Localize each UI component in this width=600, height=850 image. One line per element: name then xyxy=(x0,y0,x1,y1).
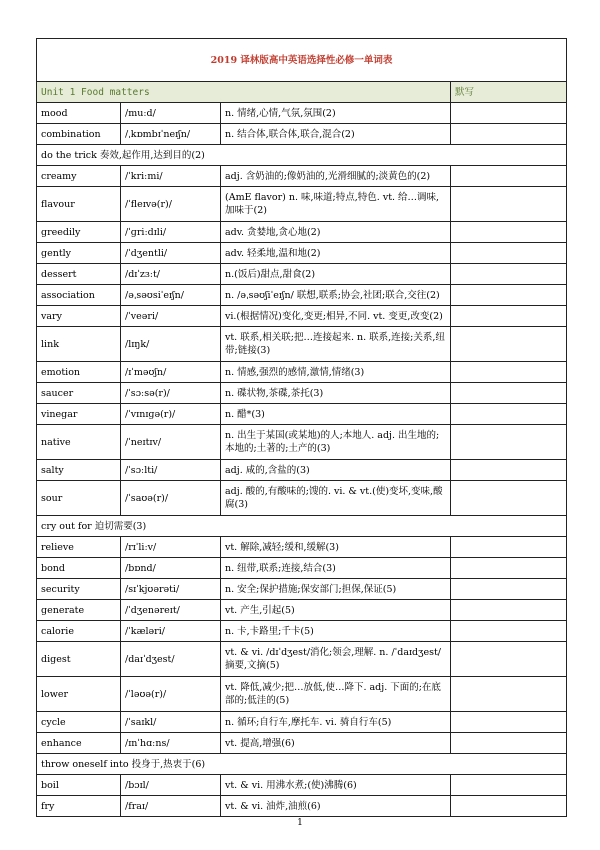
meaning-cell: n. 出生于某国(或某地)的人;本地人. adj. 出生地的;本地的;土著的;土产的(3) xyxy=(221,425,451,460)
word-row xyxy=(37,621,567,642)
pronunciation-cell: /ˈsɔːsə(r)/ xyxy=(121,383,221,404)
pronunciation-cell: /ɪnˈhɑːns/ xyxy=(121,733,221,754)
pronunciation-cell: /ˈkriːmi/ xyxy=(121,166,221,187)
unit-title: Unit 1 Food matters xyxy=(37,82,451,103)
phrase-text: do the trick 奏效,起作用,达到目的(2) xyxy=(37,145,567,166)
meaning-cell: n. 碟状物,茶碟,茶托(3) xyxy=(221,383,451,404)
word-row xyxy=(37,404,567,425)
pronunciation-cell: /ˈveəri/ xyxy=(121,306,221,327)
pronunciation-cell: /əˌsəʊsiˈeɪʃn/ xyxy=(121,285,221,306)
word-row xyxy=(37,481,567,516)
word-cell: mood xyxy=(37,103,121,124)
dictation-cell[interactable] xyxy=(451,460,567,481)
word-row xyxy=(37,677,567,712)
word-row xyxy=(37,264,567,285)
pronunciation-cell: /dɪˈzɜːt/ xyxy=(121,264,221,285)
word-cell: sour xyxy=(37,481,121,516)
word-cell: flavour xyxy=(37,187,121,222)
meaning-cell: adj. 酸的,有酸味的;馊的. vi. & vt.(使)变坏,变味,酸腐(3) xyxy=(221,481,451,516)
phrase-text: cry out for 迫切需要(3) xyxy=(37,516,567,537)
dictation-cell[interactable] xyxy=(451,579,567,600)
word-row xyxy=(37,362,567,383)
dictation-cell[interactable] xyxy=(451,166,567,187)
meaning-cell: n. 醋*(3) xyxy=(221,404,451,425)
meaning-cell: vt. & vi. 用沸水煮;(使)沸腾(6) xyxy=(221,775,451,796)
dictation-cell[interactable] xyxy=(451,222,567,243)
word-row xyxy=(37,222,567,243)
word-row xyxy=(37,243,567,264)
phrase-text: throw oneself into 投身于,热衷于(6) xyxy=(37,754,567,775)
title-row xyxy=(37,39,567,82)
meaning-cell: vi.(根据情况)变化,变更;相异,不同. vt. 变更,改变(2) xyxy=(221,306,451,327)
meaning-cell: adj. 咸的,含盐的(3) xyxy=(221,460,451,481)
dictation-cell[interactable] xyxy=(451,537,567,558)
dictation-cell[interactable] xyxy=(451,285,567,306)
word-row xyxy=(37,537,567,558)
word-cell: security xyxy=(37,579,121,600)
pronunciation-cell: /ˈneɪtɪv/ xyxy=(121,425,221,460)
word-cell: digest xyxy=(37,642,121,677)
word-cell: bond xyxy=(37,558,121,579)
word-row xyxy=(37,124,567,145)
dictation-cell[interactable] xyxy=(451,558,567,579)
word-cell: calorie xyxy=(37,621,121,642)
word-cell: fry xyxy=(37,796,121,817)
meaning-cell: n.(饭后)甜点,甜食(2) xyxy=(221,264,451,285)
word-cell: relieve xyxy=(37,537,121,558)
dictation-cell[interactable] xyxy=(451,733,567,754)
dictation-cell[interactable] xyxy=(451,124,567,145)
word-cell: cycle xyxy=(37,712,121,733)
word-cell: association xyxy=(37,285,121,306)
dictation-cell[interactable] xyxy=(451,362,567,383)
pronunciation-cell: /ˈdʒentli/ xyxy=(121,243,221,264)
word-cell: combination xyxy=(37,124,121,145)
meaning-cell: (AmE flavor) n. 味,味道;特点,特色. vt. 给…调味,加味于(2) xyxy=(221,187,451,222)
pronunciation-cell: /ˈɡriːdɪli/ xyxy=(121,222,221,243)
dictation-cell[interactable] xyxy=(451,712,567,733)
document-title: 2019 译林版高中英语选择性必修一单词表 xyxy=(37,39,567,82)
dictation-cell[interactable] xyxy=(451,264,567,285)
vocabulary-page xyxy=(36,38,566,817)
meaning-cell: vt. 降低,减少;把…放低,使…降下. adj. 下面的;在底部的;低洼的(5) xyxy=(221,677,451,712)
word-cell: generate xyxy=(37,600,121,621)
word-cell: dessert xyxy=(37,264,121,285)
meaning-cell: adj. 含奶油的;像奶油的,光滑细腻的;淡黄色的(2) xyxy=(221,166,451,187)
phrase-row xyxy=(37,145,567,166)
pronunciation-cell: /ˌkɒmbɪˈneɪʃn/ xyxy=(121,124,221,145)
word-cell: native xyxy=(37,425,121,460)
dictation-cell[interactable] xyxy=(451,306,567,327)
dictation-cell[interactable] xyxy=(451,621,567,642)
unit-header-row xyxy=(37,82,567,103)
dictation-cell[interactable] xyxy=(451,327,567,362)
pronunciation-cell: /daɪˈdʒest/ xyxy=(121,642,221,677)
word-cell: link xyxy=(37,327,121,362)
meaning-cell: n. 安全;保护措施;保安部门;担保,保证(5) xyxy=(221,579,451,600)
word-cell: emotion xyxy=(37,362,121,383)
word-row xyxy=(37,558,567,579)
dictation-cell[interactable] xyxy=(451,187,567,222)
dictation-cell[interactable] xyxy=(451,481,567,516)
dictation-cell[interactable] xyxy=(451,404,567,425)
dictation-cell[interactable] xyxy=(451,642,567,677)
word-cell: creamy xyxy=(37,166,121,187)
word-row xyxy=(37,460,567,481)
pronunciation-cell: /muːd/ xyxy=(121,103,221,124)
dictation-header: 默写 xyxy=(451,82,567,103)
meaning-cell: vt. 提高,增强(6) xyxy=(221,733,451,754)
word-row xyxy=(37,166,567,187)
pronunciation-cell: /ˈfleɪvə(r)/ xyxy=(121,187,221,222)
word-cell: vary xyxy=(37,306,121,327)
dictation-cell[interactable] xyxy=(451,425,567,460)
phrase-row xyxy=(37,754,567,775)
meaning-cell: vt. 产生,引起(5) xyxy=(221,600,451,621)
word-row xyxy=(37,775,567,796)
word-cell: saucer xyxy=(37,383,121,404)
word-cell: enhance xyxy=(37,733,121,754)
pronunciation-cell: /ɪˈməʊʃn/ xyxy=(121,362,221,383)
word-cell: salty xyxy=(37,460,121,481)
dictation-cell[interactable] xyxy=(451,103,567,124)
word-cell: lower xyxy=(37,677,121,712)
pronunciation-cell: /bɒnd/ xyxy=(121,558,221,579)
dictation-cell[interactable] xyxy=(451,600,567,621)
dictation-cell[interactable] xyxy=(451,775,567,796)
word-row xyxy=(37,579,567,600)
pronunciation-cell: /ˈsɔːlti/ xyxy=(121,460,221,481)
word-cell: vinegar xyxy=(37,404,121,425)
meaning-cell: vt. & vi. /dɪˈdʒest/消化;领会,理解. n. /ˈdaɪdʒest/摘要,文摘(5) xyxy=(221,642,451,677)
word-row xyxy=(37,733,567,754)
meaning-cell: n. 循环;自行车,摩托车. vi. 骑自行车(5) xyxy=(221,712,451,733)
dictation-cell[interactable] xyxy=(451,383,567,404)
meaning-cell: n. 情绪,心情,气氛,氛围(2) xyxy=(221,103,451,124)
word-row xyxy=(37,285,567,306)
meaning-cell: n. 情感,强烈的感情,激情,情绪(3) xyxy=(221,362,451,383)
pronunciation-cell: /rɪˈliːv/ xyxy=(121,537,221,558)
dictation-cell[interactable] xyxy=(451,243,567,264)
pronunciation-cell: /ˈdʒenəreɪt/ xyxy=(121,600,221,621)
pronunciation-cell: /ˈvɪnɪɡə(r)/ xyxy=(121,404,221,425)
dictation-cell[interactable] xyxy=(451,796,567,817)
pronunciation-cell: /ˈləʊə(r)/ xyxy=(121,677,221,712)
word-row xyxy=(37,327,567,362)
word-row xyxy=(37,796,567,817)
pronunciation-cell: /fraɪ/ xyxy=(121,796,221,817)
word-row xyxy=(37,642,567,677)
pronunciation-cell: /sɪˈkjʊərəti/ xyxy=(121,579,221,600)
word-row xyxy=(37,187,567,222)
meaning-cell: n. 卡,卡路里;千卡(5) xyxy=(221,621,451,642)
meaning-cell: n. /əˌsəʊʃiˈeɪʃn/ 联想,联系;协会,社团;联合,交往(2) xyxy=(221,285,451,306)
word-cell: gently xyxy=(37,243,121,264)
meaning-cell: vt. 解除,减轻;缓和,缓解(3) xyxy=(221,537,451,558)
pronunciation-cell: /bɔɪl/ xyxy=(121,775,221,796)
meaning-cell: adv. 贪婪地,贪心地(2) xyxy=(221,222,451,243)
vocabulary-table xyxy=(36,38,567,817)
dictation-cell[interactable] xyxy=(451,677,567,712)
word-cell: greedily xyxy=(37,222,121,243)
meaning-cell: n. 纽带,联系;连接,结合(3) xyxy=(221,558,451,579)
pronunciation-cell: /lɪŋk/ xyxy=(121,327,221,362)
pronunciation-cell: /ˈsaɪkl/ xyxy=(121,712,221,733)
page-number: 1 xyxy=(297,818,303,828)
word-row xyxy=(37,712,567,733)
word-row xyxy=(37,600,567,621)
meaning-cell: n. 结合体,联合体,联合,混合(2) xyxy=(221,124,451,145)
phrase-row xyxy=(37,516,567,537)
word-cell: boil xyxy=(37,775,121,796)
meaning-cell: adv. 轻柔地,温和地(2) xyxy=(221,243,451,264)
word-row xyxy=(37,306,567,327)
meaning-cell: vt. 联系,相关联;把…连接起来. n. 联系,连接;关系,纽带;链接(3) xyxy=(221,327,451,362)
word-row xyxy=(37,425,567,460)
pronunciation-cell: /ˈkæləri/ xyxy=(121,621,221,642)
pronunciation-cell: /ˈsaʊə(r)/ xyxy=(121,481,221,516)
word-row xyxy=(37,103,567,124)
word-row xyxy=(37,383,567,404)
meaning-cell: vt. & vi. 油炸,油煎(6) xyxy=(221,796,451,817)
